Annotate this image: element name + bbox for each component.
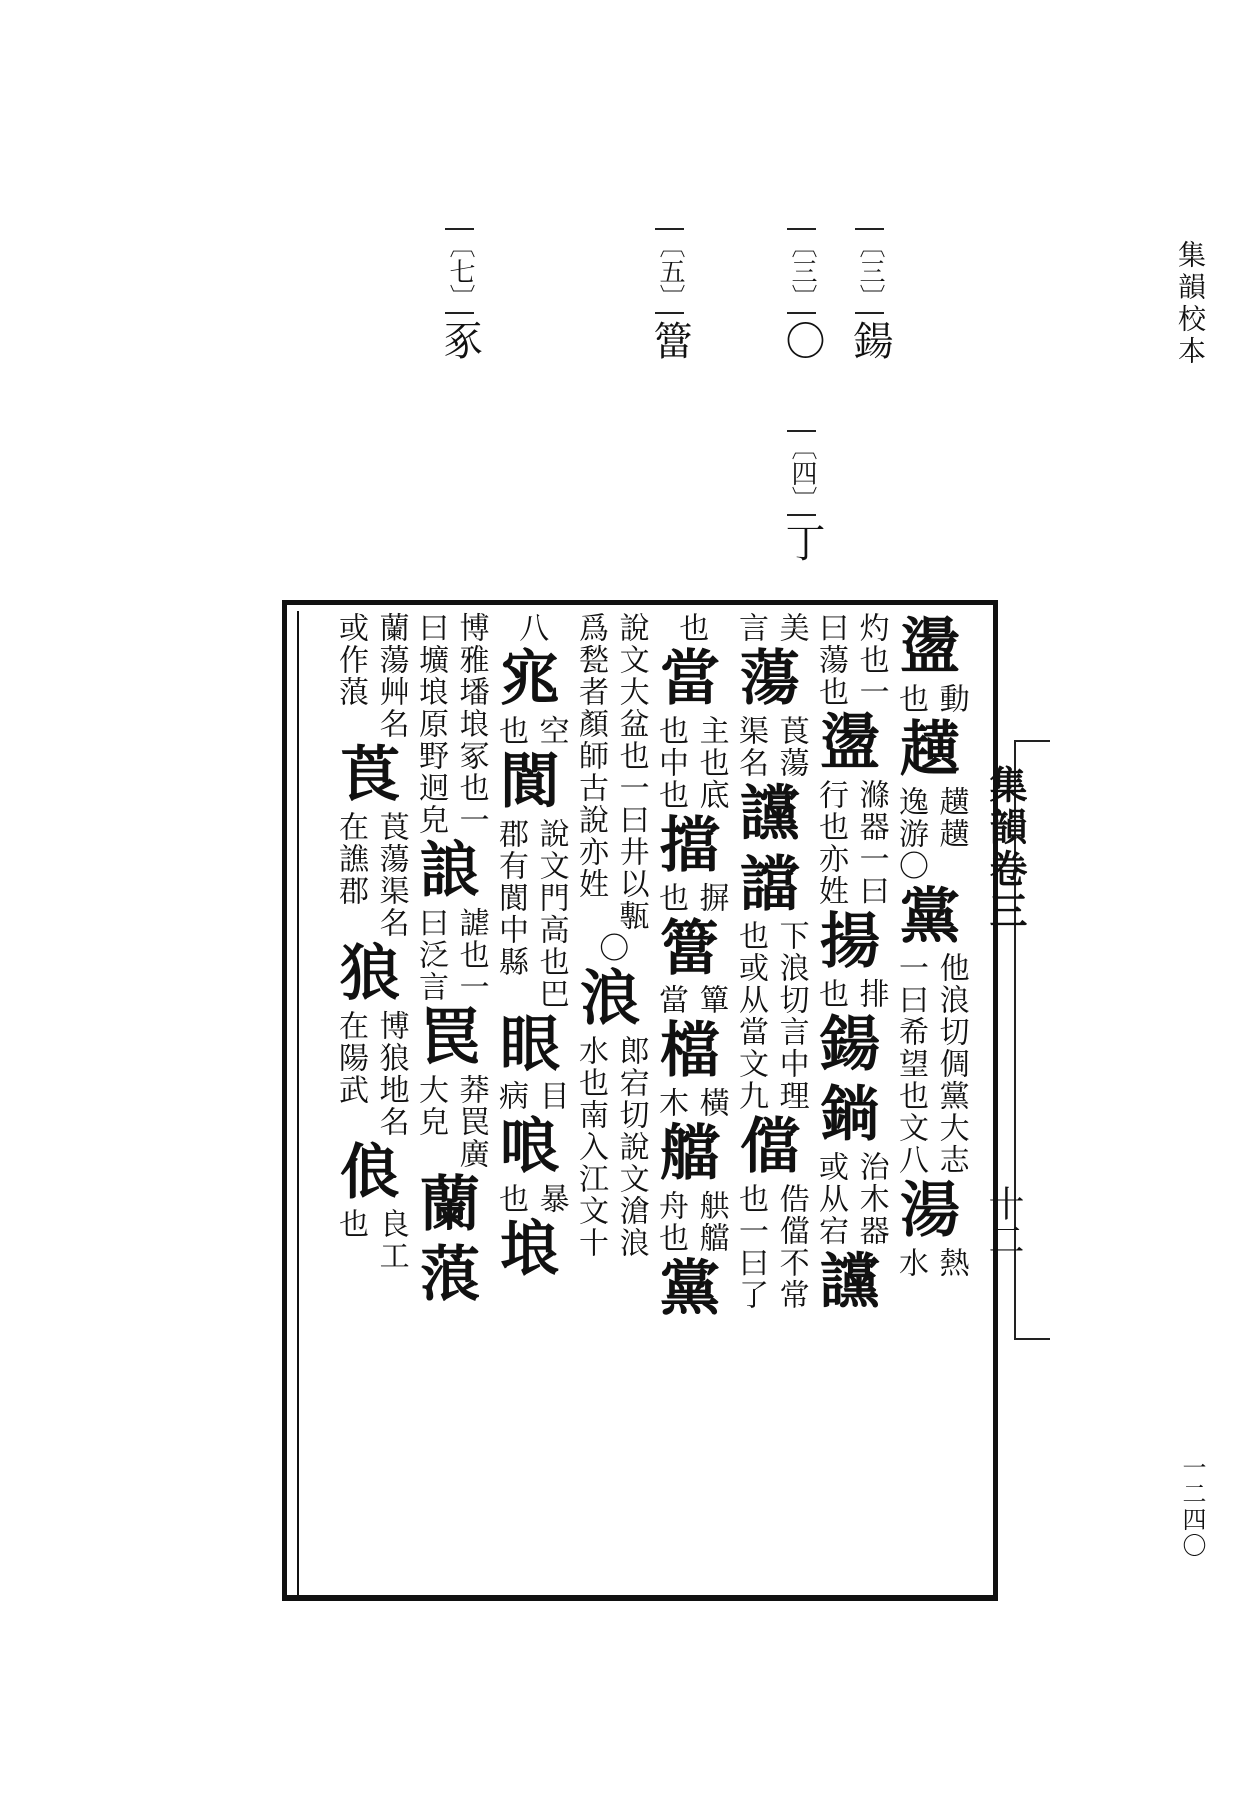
headword: 誏 xyxy=(420,836,480,906)
annotation xyxy=(891,952,968,1176)
annotation-left-line: 當 xyxy=(653,984,688,1017)
annotation xyxy=(731,612,808,644)
headword: 盪 xyxy=(900,612,960,682)
headword: 鍚 xyxy=(820,1009,880,1080)
collation-note xyxy=(648,228,692,360)
annotation xyxy=(651,715,728,811)
annotation xyxy=(411,907,488,1003)
headword: 擋 xyxy=(660,810,720,881)
fishtail-title: 集韻卷三 xyxy=(983,765,1028,933)
annotation-right-line: 空 xyxy=(533,714,569,747)
annotation-right-line: 謔也一 xyxy=(453,906,489,1003)
text-column xyxy=(412,612,488,1311)
annotation xyxy=(891,786,968,882)
headword: 揚 xyxy=(820,906,880,977)
annotation xyxy=(891,1247,968,1279)
headword: 湯 xyxy=(900,1176,960,1247)
collation-note xyxy=(780,430,824,562)
headword: 簹 xyxy=(660,913,720,984)
headword: 盪 xyxy=(820,708,880,778)
headword: 閬 xyxy=(500,746,560,817)
annotation-right-line: 摒 xyxy=(693,881,729,914)
headword: 譡 xyxy=(740,849,800,920)
annotation-right-line: 趪趪 xyxy=(933,785,969,850)
annotation-right-line: 博狼地名 xyxy=(373,1009,409,1138)
annotation-right-line: 橫 xyxy=(693,1087,729,1120)
annotation-left-line: 病 xyxy=(493,1080,528,1113)
annotation-left-line: 也 xyxy=(893,682,928,715)
annotation-right-line: 排 xyxy=(853,977,889,1010)
annotation xyxy=(491,1183,568,1215)
headword: 哴 xyxy=(500,1112,560,1183)
note-text: 〇 xyxy=(779,320,825,360)
note-text: 丁 xyxy=(779,522,825,562)
headword: 罠 xyxy=(420,1002,480,1073)
collation-note xyxy=(848,228,892,360)
collation-note xyxy=(438,228,482,360)
annotation xyxy=(651,1190,728,1254)
headword: 讜 xyxy=(740,778,800,849)
annotation-left-line: 水也南入江文十 xyxy=(573,1034,608,1259)
annotation-right-line: 灼也一 xyxy=(853,612,889,708)
annotation-right-line: 舼艡 xyxy=(693,1189,729,1254)
annotation-right-line: 蘭蕩艸名 xyxy=(373,612,409,740)
headword: 狼 xyxy=(340,938,400,1009)
annotation-left-line: 也 xyxy=(493,1183,528,1216)
annotation xyxy=(331,1010,408,1138)
annotation-left-line: 〇 xyxy=(593,932,629,964)
annotation-left-line: 水 xyxy=(893,1247,928,1280)
margin-book-title: 集韻校本 xyxy=(1174,240,1207,368)
annotation-right-line: 說文門高也巴 xyxy=(533,817,569,1010)
headword: 黨 xyxy=(900,881,960,952)
annotation xyxy=(512,612,549,644)
annotation xyxy=(651,1087,728,1119)
annotation xyxy=(571,612,648,932)
annotation xyxy=(731,1183,808,1311)
headword: 莨 xyxy=(340,740,400,810)
annotation-left-line: 曰壙埌原野迥皃 xyxy=(413,612,448,836)
annotation-right-line: 他浪切倜黨大志 xyxy=(933,952,969,1177)
annotation-left-line: 也或从當文九 xyxy=(733,920,768,1113)
headword: 蒗 xyxy=(420,1240,480,1311)
text-column xyxy=(812,612,888,1318)
text-column xyxy=(492,612,568,1286)
annotation-right-line: 郎宕切說文滄浪 xyxy=(613,1034,649,1259)
text-column xyxy=(732,612,808,1311)
annotation-left-line: 也 xyxy=(813,977,848,1010)
headword: 俍 xyxy=(340,1137,400,1208)
annotation-left-line: 也中也 xyxy=(653,714,688,811)
annotation-left-line: 渠名 xyxy=(733,714,768,779)
note-mark: 〔三〕 xyxy=(855,228,884,314)
annotation-right-line: 簞 xyxy=(693,984,729,1017)
annotation xyxy=(731,715,808,779)
annotation-left-line: 也 xyxy=(653,881,688,914)
headword: 趪 xyxy=(900,714,960,785)
annotation-left-line: 在譙郡 xyxy=(333,810,368,907)
note-mark: 〔四〕 xyxy=(787,430,816,516)
note-mark: 〔五〕 xyxy=(655,228,684,314)
annotation xyxy=(811,1151,888,1247)
headword: 蘭 xyxy=(420,1169,480,1240)
annotation-right-line: 目 xyxy=(533,1080,569,1113)
annotation-right-line: 莨蕩渠名 xyxy=(373,810,409,939)
annotation xyxy=(411,1074,488,1170)
annotation-left-line: 大皃 xyxy=(413,1073,448,1138)
annotation-right-line: 治木器 xyxy=(853,1151,889,1248)
annotation-left-line: 在陽武 xyxy=(333,1009,368,1106)
annotation-right-line: 莨蕩 xyxy=(773,714,809,779)
note-mark: 〔七〕 xyxy=(445,228,474,314)
annotation-right-line: 熱 xyxy=(933,1247,969,1280)
annotation-right-line: 說文大盆也一曰井以甎 xyxy=(613,612,649,932)
annotation-left-line: 郡有閬中縣 xyxy=(493,817,528,978)
headword: 當 xyxy=(660,644,720,714)
annotation-right-line: 美 xyxy=(773,612,809,644)
annotation-left-line: 曰蕩也 xyxy=(813,612,848,708)
headword: 讜 xyxy=(820,1247,880,1318)
annotation-left-line: 曰泛言 xyxy=(413,906,448,1003)
annotation-right-line: 動 xyxy=(933,682,969,715)
annotation xyxy=(811,779,888,907)
headword: 黨 xyxy=(660,1253,720,1324)
note-text: 鍚 xyxy=(847,320,893,360)
annotation xyxy=(651,984,728,1016)
annotation xyxy=(331,1208,408,1272)
annotation-left-line: 舟也 xyxy=(653,1189,688,1254)
annotation xyxy=(672,612,709,644)
annotation xyxy=(891,683,968,715)
text-column xyxy=(572,612,648,1259)
note-text: 豖 xyxy=(437,320,483,360)
note-mark: 〔三〕 xyxy=(787,228,816,314)
annotation xyxy=(731,920,808,1112)
annotation-left-line: 八 xyxy=(513,612,549,644)
annotation-right-line: 良工 xyxy=(373,1208,409,1273)
text-column xyxy=(652,612,728,1325)
annotation xyxy=(651,882,728,914)
annotation-left-line: 也 xyxy=(493,714,528,747)
annotation xyxy=(811,978,888,1010)
fishtail-page: 十二 xyxy=(983,1185,1024,1257)
annotation-right-line: 俈儅不常 xyxy=(773,1183,809,1312)
annotation-right-line: 下浪切言中理 xyxy=(773,920,809,1113)
annotation-left-line: 一曰希望也文八 xyxy=(893,952,928,1177)
collation-note xyxy=(780,228,824,360)
annotation-left-line: 爲甃者顏師古說亦姓 xyxy=(573,612,608,900)
annotation xyxy=(331,612,408,740)
annotation xyxy=(571,1035,648,1259)
headword: 蕩 xyxy=(740,644,800,714)
annotation-right-line: 莽罠廣 xyxy=(453,1073,489,1170)
annotation-left-line: 也 xyxy=(333,1208,368,1241)
annotation-right-line: 主也底 xyxy=(693,714,729,811)
headword: 儅 xyxy=(740,1112,800,1183)
annotation-left-line: 行也亦姓 xyxy=(813,778,848,907)
frame-bottom-rule xyxy=(282,1595,998,1601)
headword: 埌 xyxy=(500,1215,560,1286)
headword: 宨 xyxy=(500,644,560,714)
annotation-right-line: 暴 xyxy=(533,1183,569,1216)
annotation xyxy=(491,715,568,747)
headword: 浪 xyxy=(580,964,640,1034)
annotation xyxy=(491,1080,568,1112)
text-column xyxy=(892,612,968,1279)
headword: 鋿 xyxy=(820,1080,880,1151)
annotation-left-line: 逸游〇 xyxy=(893,785,928,882)
headword: 艡 xyxy=(660,1119,720,1190)
annotation xyxy=(491,818,568,1010)
annotation-right-line: 滌器一曰 xyxy=(853,778,889,907)
annotation xyxy=(331,811,408,939)
annotation-right-line: 博雅墦埌冢也一 xyxy=(453,612,489,836)
headword: 檔 xyxy=(660,1016,720,1087)
note-text: 簹 xyxy=(647,320,693,360)
annotation xyxy=(592,932,629,964)
headword: 眼 xyxy=(500,1009,560,1080)
margin-page-number: 一二四〇 xyxy=(1178,1455,1206,1559)
text-column xyxy=(332,612,408,1272)
annotation-left-line: 也一曰了 xyxy=(733,1183,768,1312)
annotation-left-line: 也 xyxy=(673,612,709,644)
annotation xyxy=(811,612,888,708)
annotation-left-line: 言 xyxy=(733,612,768,644)
annotation-left-line: 或作蒗 xyxy=(333,612,368,708)
annotation xyxy=(411,612,488,836)
annotation-left-line: 或从宕 xyxy=(813,1151,848,1248)
annotation-left-line: 木 xyxy=(653,1087,688,1120)
